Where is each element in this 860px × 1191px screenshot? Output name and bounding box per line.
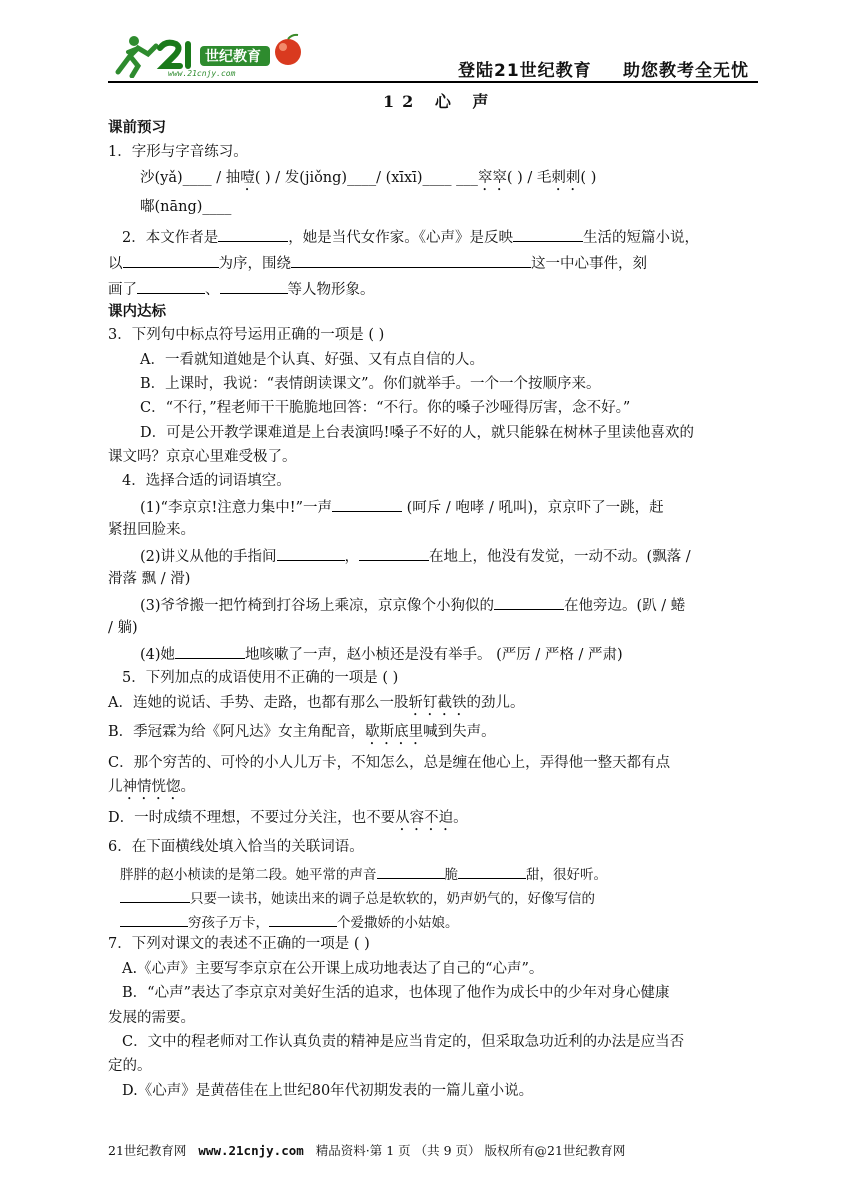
question-4-item-1 [140,496,664,518]
q1-dotted-char: 噎 [240,170,255,186]
q5-text: 。 [180,779,195,795]
q2-text: 画了 [108,282,137,298]
question-7-option-a: A.《心声》主要写李京京在公开课上成功地表达了自己的“心声”。 [122,961,544,977]
fill-blank[interactable] [218,226,288,242]
q2-text: 以 [108,256,123,272]
q1-text: ( ) / 毛 [506,170,552,186]
q6-text: 脆 [444,867,458,883]
q4-text: (呵斥 / 咆哮 / 吼叫)，京京吓了一跳，赶 [402,500,664,516]
question-6-passage-line-1 [120,863,607,885]
page-title: 12 心 声 [383,92,497,111]
question-3-stem: 3．下列句中标点符号运用正确的一项是 ( ) [108,327,385,343]
question-1-line-1 [140,168,596,194]
site-logo [108,32,308,78]
q1-text: ( ) / 发(jiǒng)____/ (xīxī)____ ___ [254,170,478,186]
question-4-item-2-cont: 滑落 飘 / 滑) [108,571,191,587]
fill-blank[interactable] [269,911,337,927]
q5-dotted-idiom: 神情恍惚 [122,779,181,795]
q5-dotted-idiom: 斩钉截铁 [408,695,467,711]
question-5-option-a [108,693,524,719]
header-slogan-left: 登陆21世纪教育 [458,61,592,81]
header-rule [108,81,758,83]
footer-right: 精品资料·第 1 页 （共 9 页） 版权所有@21世纪教育网 [315,1143,626,1158]
question-2-line-3 [108,278,375,300]
question-3-option-c: C．“不行，”程老师干干脆脆地回答：“不行。你的嗓子沙哑得厉害，念不好。” [140,400,631,416]
q5-text: B．季冠霖为给《阿凡达》女主角配音， [108,724,366,740]
q2-text: 生活的短篇小说， [582,230,699,246]
footer-site-link[interactable]: www.21cnjy.com [198,1143,304,1158]
question-7-option-c-line-2: 定的。 [108,1058,152,1074]
question-3-option-d-line-2: 课文吗？京京心里难受极了。 [108,449,297,465]
question-5-option-c-line-1: C．那个穷苦的、可怜的小人儿万卡，不知怎么，总是缠在他心上，弄得他一整天都有点 [108,755,671,771]
q1-text: 沙(yǎ)____ / 抽 [140,170,241,186]
fill-blank[interactable] [513,226,583,242]
q4-text: (1)“李京京!注意力集中!”一声 [140,500,333,516]
question-2-line-1 [122,226,699,248]
q1-text: ( ) [580,170,597,186]
q5-text: 儿 [108,779,123,795]
header-slogan-right: 助您教考全无忧 [623,61,749,81]
q6-text: 甜，很好听。 [526,867,607,883]
fill-blank[interactable] [332,496,402,512]
q6-text: 胖胖的赵小桢读的是第二段。她平常的声音 [120,867,377,883]
q2-text: 、 [205,282,220,298]
q5-text: 喊到失声。 [423,724,496,740]
question-4-item-4 [140,643,623,665]
q2-text: 等人物形象。 [287,282,375,298]
q4-text: ， [344,549,360,565]
question-4-item-1-cont: 紧扭回脸来。 [108,522,195,538]
question-6-passage-line-3 [120,911,459,933]
q5-text: A．连她的说话、手势、走路，也都有那么一股 [108,695,409,711]
page-header [108,28,758,84]
question-7-option-b-line-1: B．“心声”表达了李京京对美好生活的追求，也体现了他作为成长中的少年对身心健康 [122,985,670,1001]
fill-blank[interactable] [175,643,245,659]
question-7-option-c-line-1: C．文中的程老师对工作认真负责的精神是应当肯定的，但采取急功近利的办法是应当否 [122,1034,685,1050]
question-6-stem: 6．在下面横线处填入恰当的关联词语。 [108,839,364,855]
fill-blank[interactable] [123,252,219,268]
q4-text: (3)爷爷搬一把竹椅到打谷场上乘凉，京京像个小狗似的 [140,598,495,614]
fill-blank[interactable] [277,545,345,561]
q6-text: 只要一读书，她读出来的调子总是软软的，奶声奶气的，好像写信的 [190,891,595,907]
section-classwork-heading: 课内达标 [108,304,166,320]
q4-text: 地咳嗽了一声，赵小桢还是没有举手。 (严厉 / 严格 / 严肃) [245,647,623,663]
fill-blank[interactable] [137,278,205,294]
page-footer [108,1141,758,1159]
question-4-stem: 4．选择合适的词语填空。 [122,473,291,489]
q6-text: 个爱撒娇的小姑娘。 [337,915,459,931]
section-preview-heading: 课前预习 [108,120,166,136]
question-5-option-d [108,808,468,834]
fill-blank[interactable] [359,545,429,561]
question-7-option-d: D.《心声》是黄蓓佳在上世纪80年代初期发表的一篇儿童小说。 [122,1083,534,1099]
q2-text: ，她是当代女作家。《心声》是反映 [288,230,513,246]
fill-blank[interactable] [120,911,188,927]
q4-text: 在他旁边。(趴 / 蜷 [564,598,686,614]
svg-text:www.21cnjy.com: www.21cnjy.com [168,69,236,78]
question-1-stem: 1．字形与字音练习。 [108,144,248,160]
q5-text: 。 [453,810,468,826]
q2-text: 这一中心事件，刻 [531,256,647,272]
question-2-line-2 [108,252,647,274]
question-3-option-d-line-1: D．可是公开教学课难道是上台表演吗!嗓子不好的人，就只能躲在树林子里读他喜欢的 [140,425,694,441]
q4-text: 在地上，他没有发觉，一动不动。(飘落 / [429,549,691,565]
question-6-passage-line-2 [120,887,595,909]
q5-dotted-idiom: 歇斯底里 [365,724,424,740]
question-4-item-3 [140,594,685,616]
fill-blank[interactable] [458,863,526,879]
q5-dotted-idiom: 从容不迫 [395,810,454,826]
fill-blank[interactable] [291,252,531,268]
question-7-stem: 7．下列对课文的表述不正确的一项是 ( ) [108,936,370,952]
footer-left: 21世纪教育网 [108,1143,187,1158]
q4-text: (4)她 [140,647,176,663]
q1-dotted-char: 刺刺 [551,170,581,186]
fill-blank[interactable] [494,594,564,610]
question-3-option-b: B．上课时，我说：“表情朗读课文”。你们就举手。一个一个按顺序来。 [140,376,601,392]
question-4-item-3-cont: / 躺) [108,620,138,636]
fill-blank[interactable] [220,278,288,294]
q2-text: 为序，围绕 [218,256,291,272]
q6-text: 穷孩子万卡， [188,915,269,931]
question-4-item-2 [140,545,691,567]
q5-text: D．一时成绩不理想，不要过分关注，也不要 [108,810,396,826]
question-1-line-2: 嘟(nāng)____ [140,199,232,215]
fill-blank[interactable] [377,863,445,879]
fill-blank[interactable] [120,887,190,903]
question-3-option-a: A．一看就知道她是个认真、好强、又有点自信的人。 [140,352,484,368]
q1-dotted-char: 窣窣 [477,170,507,186]
svg-text:世纪教育: 世纪教育 [205,49,261,65]
q2-text: 2．本文作者是 [122,230,219,246]
q4-text: (2)讲义从他的手指间 [140,549,277,565]
question-5-stem: 5．下列加点的成语使用不正确的一项是 ( ) [122,670,399,686]
question-7-option-b-line-2: 发展的需要。 [108,1010,195,1026]
question-5-option-c-line-2 [108,777,195,803]
question-5-option-b [108,722,496,748]
q5-text: 的劲儿。 [466,695,525,711]
